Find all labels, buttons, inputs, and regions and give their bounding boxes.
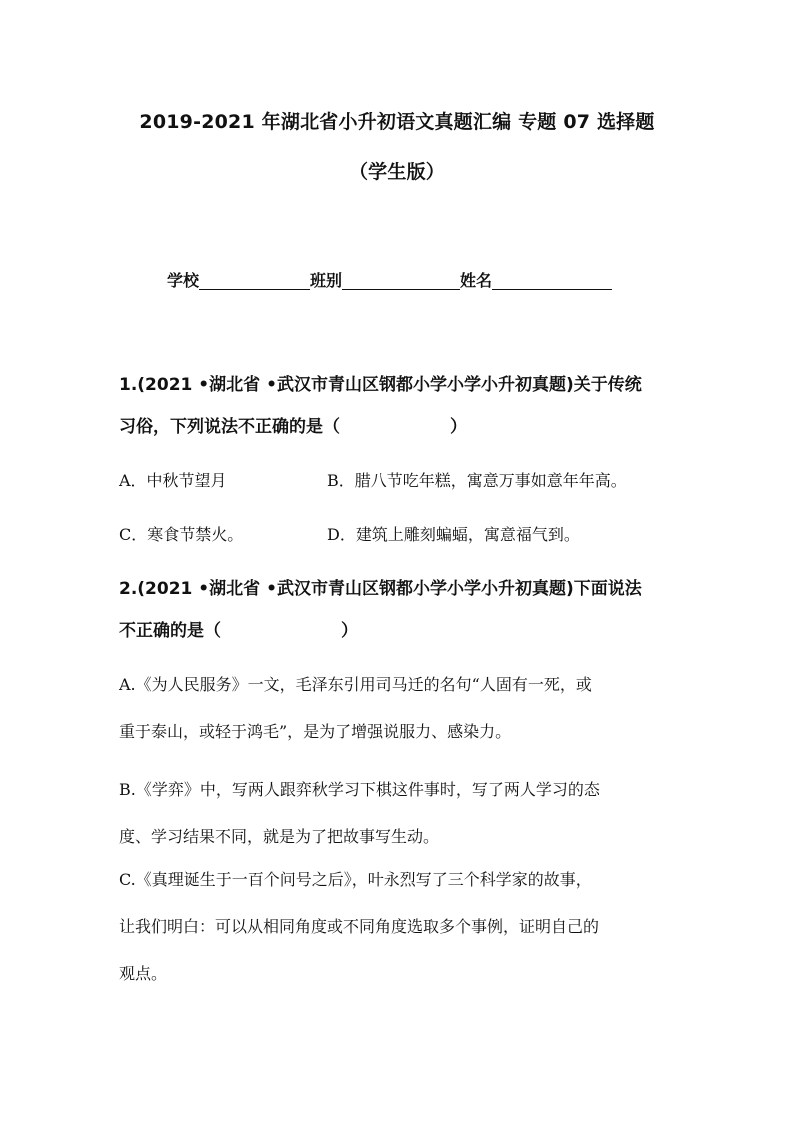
name-label: 姓名 [460,271,493,290]
class-blank[interactable] [342,271,460,290]
question-1-options-row2 [119,522,580,545]
question-2-option-b-line2: 度、学习结果不同，就是为了把故事写生动。 [119,827,440,846]
question-2-option-c-line2: 让我们明白：可以从相同角度或不同角度选取多个事例，证明自己的 [119,917,600,936]
document-title: 2019-2021 年湖北省小升初语文真题汇编 专题 07 选择题 [139,111,655,133]
question-1-option-d: D．建筑上雕刻蝙蝠，寓意福气到。 [327,525,580,544]
school-blank[interactable] [199,271,310,290]
question-1-option-c: C．寒食节禁火。 [119,525,244,544]
question-1-option-a: A．中秋节望月 [119,471,227,490]
question-1-stem-text: 习俗，下列说法不正确的是（ [119,417,340,437]
question-1-option-b: B．腊八节吃年糕，寓意万事如意年年高。 [327,471,627,490]
class-label: 班别 [310,271,343,290]
question-2-option-a-line1: A.《为人民服务》一文，毛泽东引用司马迁的名句“人固有一死，或 [119,675,592,694]
name-blank[interactable] [492,271,612,290]
question-2-stem-text: 不正确的是（ [119,621,221,641]
question-2-option-c [119,856,679,997]
question-1-stem-line2 [119,406,679,448]
question-2-stem-line1: 2.(2021 •湖北省 •武汉市青山区钢都小学小学小升初真题)下面说法 [119,579,642,599]
question-2-option-a-line2: 重于泰山，或轻于鸿毛”，是为了增强说服力、感染力。 [119,722,512,741]
question-2-option-a [119,661,679,755]
document-subtitle: （学生版） [348,161,445,183]
school-label: 学校 [167,271,200,290]
question-2-option-c-line3: 观点。 [119,964,168,983]
question-2-option-b-line1: B.《学弈》中，写两人跟弈秋学习下棋这件事时，写了两人学习的态 [119,780,600,799]
question-1-options-row1 [119,468,627,491]
question-1-stem [119,364,679,448]
question-2-stem-line2 [119,610,679,652]
question-1-stem-line1: 1.(2021 •湖北省 •武汉市青山区钢都小学小学小升初真题)关于传统 [119,375,642,395]
question-2-option-b [119,766,679,860]
question-2-stem [119,568,679,652]
question-1-close-paren: ） [450,417,467,437]
student-info-row [167,268,612,291]
question-2-option-c-line1: C.《真理诞生于一百个问号之后》，叶永烈写了三个科学家的故事， [119,870,592,889]
question-2-close-paren: ） [341,621,358,641]
